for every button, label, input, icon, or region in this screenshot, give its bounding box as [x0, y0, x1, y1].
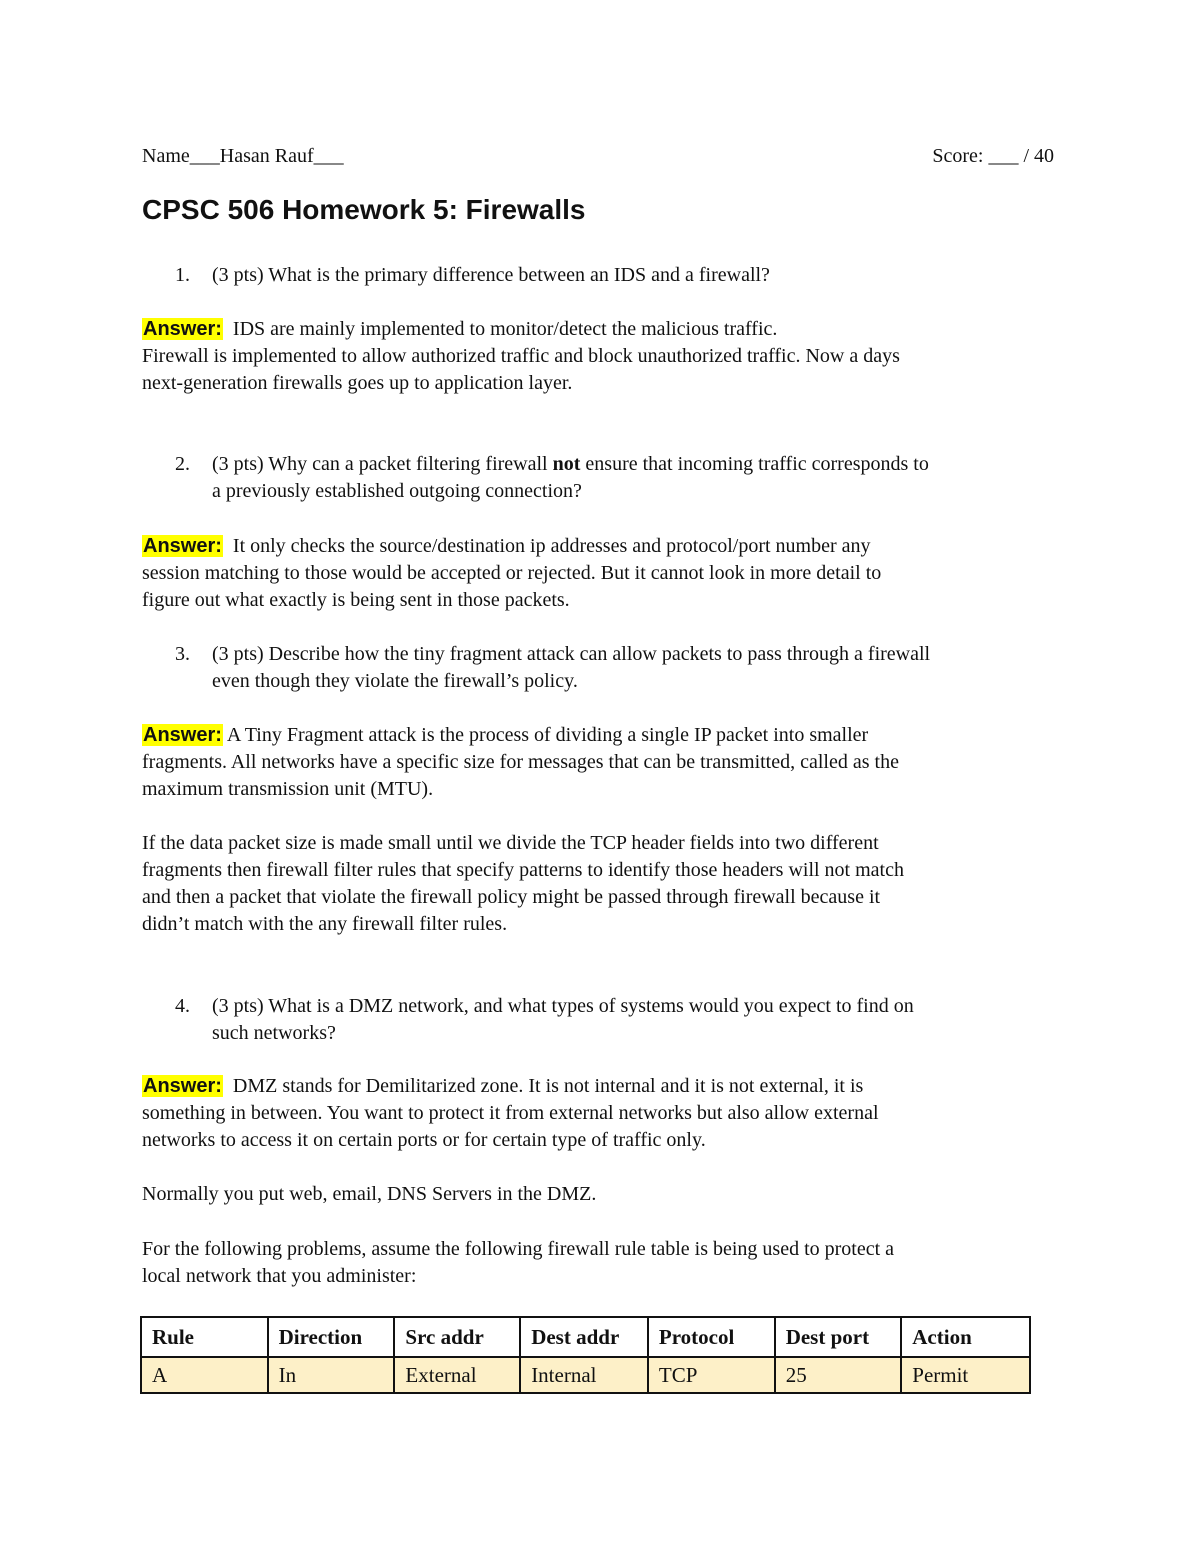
- student-name: Name___Hasan Rauf___: [142, 145, 344, 167]
- page-title: CPSC 506 Homework 5: Firewalls: [142, 194, 586, 225]
- header-dest-addr: Dest addr: [520, 1317, 648, 1357]
- cell-src-addr: External: [394, 1357, 520, 1393]
- question-2-text-line-1: (3 pts) Why can a packet filtering firewall not ensure that incoming traffic corresponds to: [212, 453, 929, 475]
- answer-3-para-2-line-2: fragments then firewall filter rules that specify patterns to identify those headers will not match: [142, 859, 904, 881]
- table-intro-line-1: For the following problems, assume the following firewall rule table is being used to protect a: [142, 1238, 895, 1260]
- question-2-number: 2.: [175, 453, 190, 475]
- answer-3-line-2: fragments. All networks have a specific size for messages that can be transmitted, called as the: [142, 751, 899, 773]
- question-4-text-line-1: (3 pts) What is a DMZ network, and what types of systems would you expect to find on: [212, 995, 914, 1017]
- cell-action: Permit: [901, 1357, 1030, 1393]
- question-1-text: (3 pts) What is the primary difference between an IDS and a firewall?: [212, 264, 770, 286]
- answer-3-line-1: Answer: A Tiny Fragment attack is the process of dividing a single IP packet into smaller: [143, 724, 869, 746]
- question-3-text-line-2: even though they violate the firewall’s policy.: [212, 670, 578, 692]
- header-dest-port: Dest port: [775, 1317, 902, 1357]
- answer-1-line-1: Answer: IDS are mainly implemented to monitor/detect the malicious traffic.: [143, 318, 778, 340]
- table-intro-line-2: local network that you administer:: [142, 1265, 417, 1287]
- header-direction: Direction: [268, 1317, 395, 1357]
- firewall-rule-table: [140, 1316, 1031, 1394]
- answer-2-line-1: Answer: It only checks the source/destination ip addresses and protocol/port number any: [143, 535, 871, 557]
- answer-label: Answer:: [143, 318, 222, 340]
- header-protocol: Protocol: [648, 1317, 775, 1357]
- question-2-text-line-2: a previously established outgoing connection?: [212, 480, 582, 502]
- answer-4-para-2: Normally you put web, email, DNS Servers in the DMZ.: [142, 1183, 597, 1205]
- cell-dest-addr: Internal: [520, 1357, 648, 1393]
- table-row: [141, 1357, 1030, 1393]
- question-3-text-line-1: (3 pts) Describe how the tiny fragment attack can allow packets to pass through a firewall: [212, 643, 931, 665]
- answer-4-line-2: something in between. You want to protect it from external networks but also allow external: [142, 1102, 879, 1124]
- answer-1-line-2: Firewall is implemented to allow authorized traffic and block unauthorized traffic. Now a days: [142, 345, 900, 367]
- answer-label: Answer:: [143, 724, 222, 746]
- answer-4-line-1: Answer: DMZ stands for Demilitarized zone. It is not internal and it is not external, it is: [143, 1075, 864, 1097]
- table-header-row: [141, 1317, 1030, 1357]
- answer-4-line-3: networks to access it on certain ports or for certain type of traffic only.: [142, 1129, 706, 1151]
- answer-2-line-3: figure out what exactly is being sent in those packets.: [142, 589, 570, 611]
- emphasis-not: not: [552, 453, 581, 475]
- cell-direction: In: [268, 1357, 395, 1393]
- cell-protocol: TCP: [648, 1357, 775, 1393]
- answer-2-line-2: session matching to those would be accepted or rejected. But it cannot look in more detail to: [142, 562, 882, 584]
- question-4-number: 4.: [175, 995, 190, 1017]
- answer-label: Answer:: [143, 535, 222, 557]
- answer-3-line-3: maximum transmission unit (MTU).: [142, 778, 434, 800]
- question-4-text-line-2: such networks?: [212, 1022, 336, 1044]
- header-rule: Rule: [141, 1317, 268, 1357]
- answer-1-line-3: next-generation firewalls goes up to application layer.: [142, 372, 573, 394]
- question-3-number: 3.: [175, 643, 190, 665]
- question-1-number: 1.: [175, 264, 190, 286]
- answer-3-para-2-line-1: If the data packet size is made small until we divide the TCP header fields into two different: [142, 832, 879, 854]
- score-field: Score: ___ / 40: [932, 145, 1054, 167]
- header-action: Action: [901, 1317, 1030, 1357]
- cell-dest-port: 25: [775, 1357, 902, 1393]
- header-src-addr: Src addr: [394, 1317, 520, 1357]
- answer-3-para-2-line-4: didn’t match with the any firewall filter rules.: [142, 913, 508, 935]
- answer-3-para-2-line-3: and then a packet that violate the firewall policy might be passed through firewall because it: [142, 886, 881, 908]
- cell-rule: A: [141, 1357, 268, 1393]
- answer-label: Answer:: [143, 1075, 222, 1097]
